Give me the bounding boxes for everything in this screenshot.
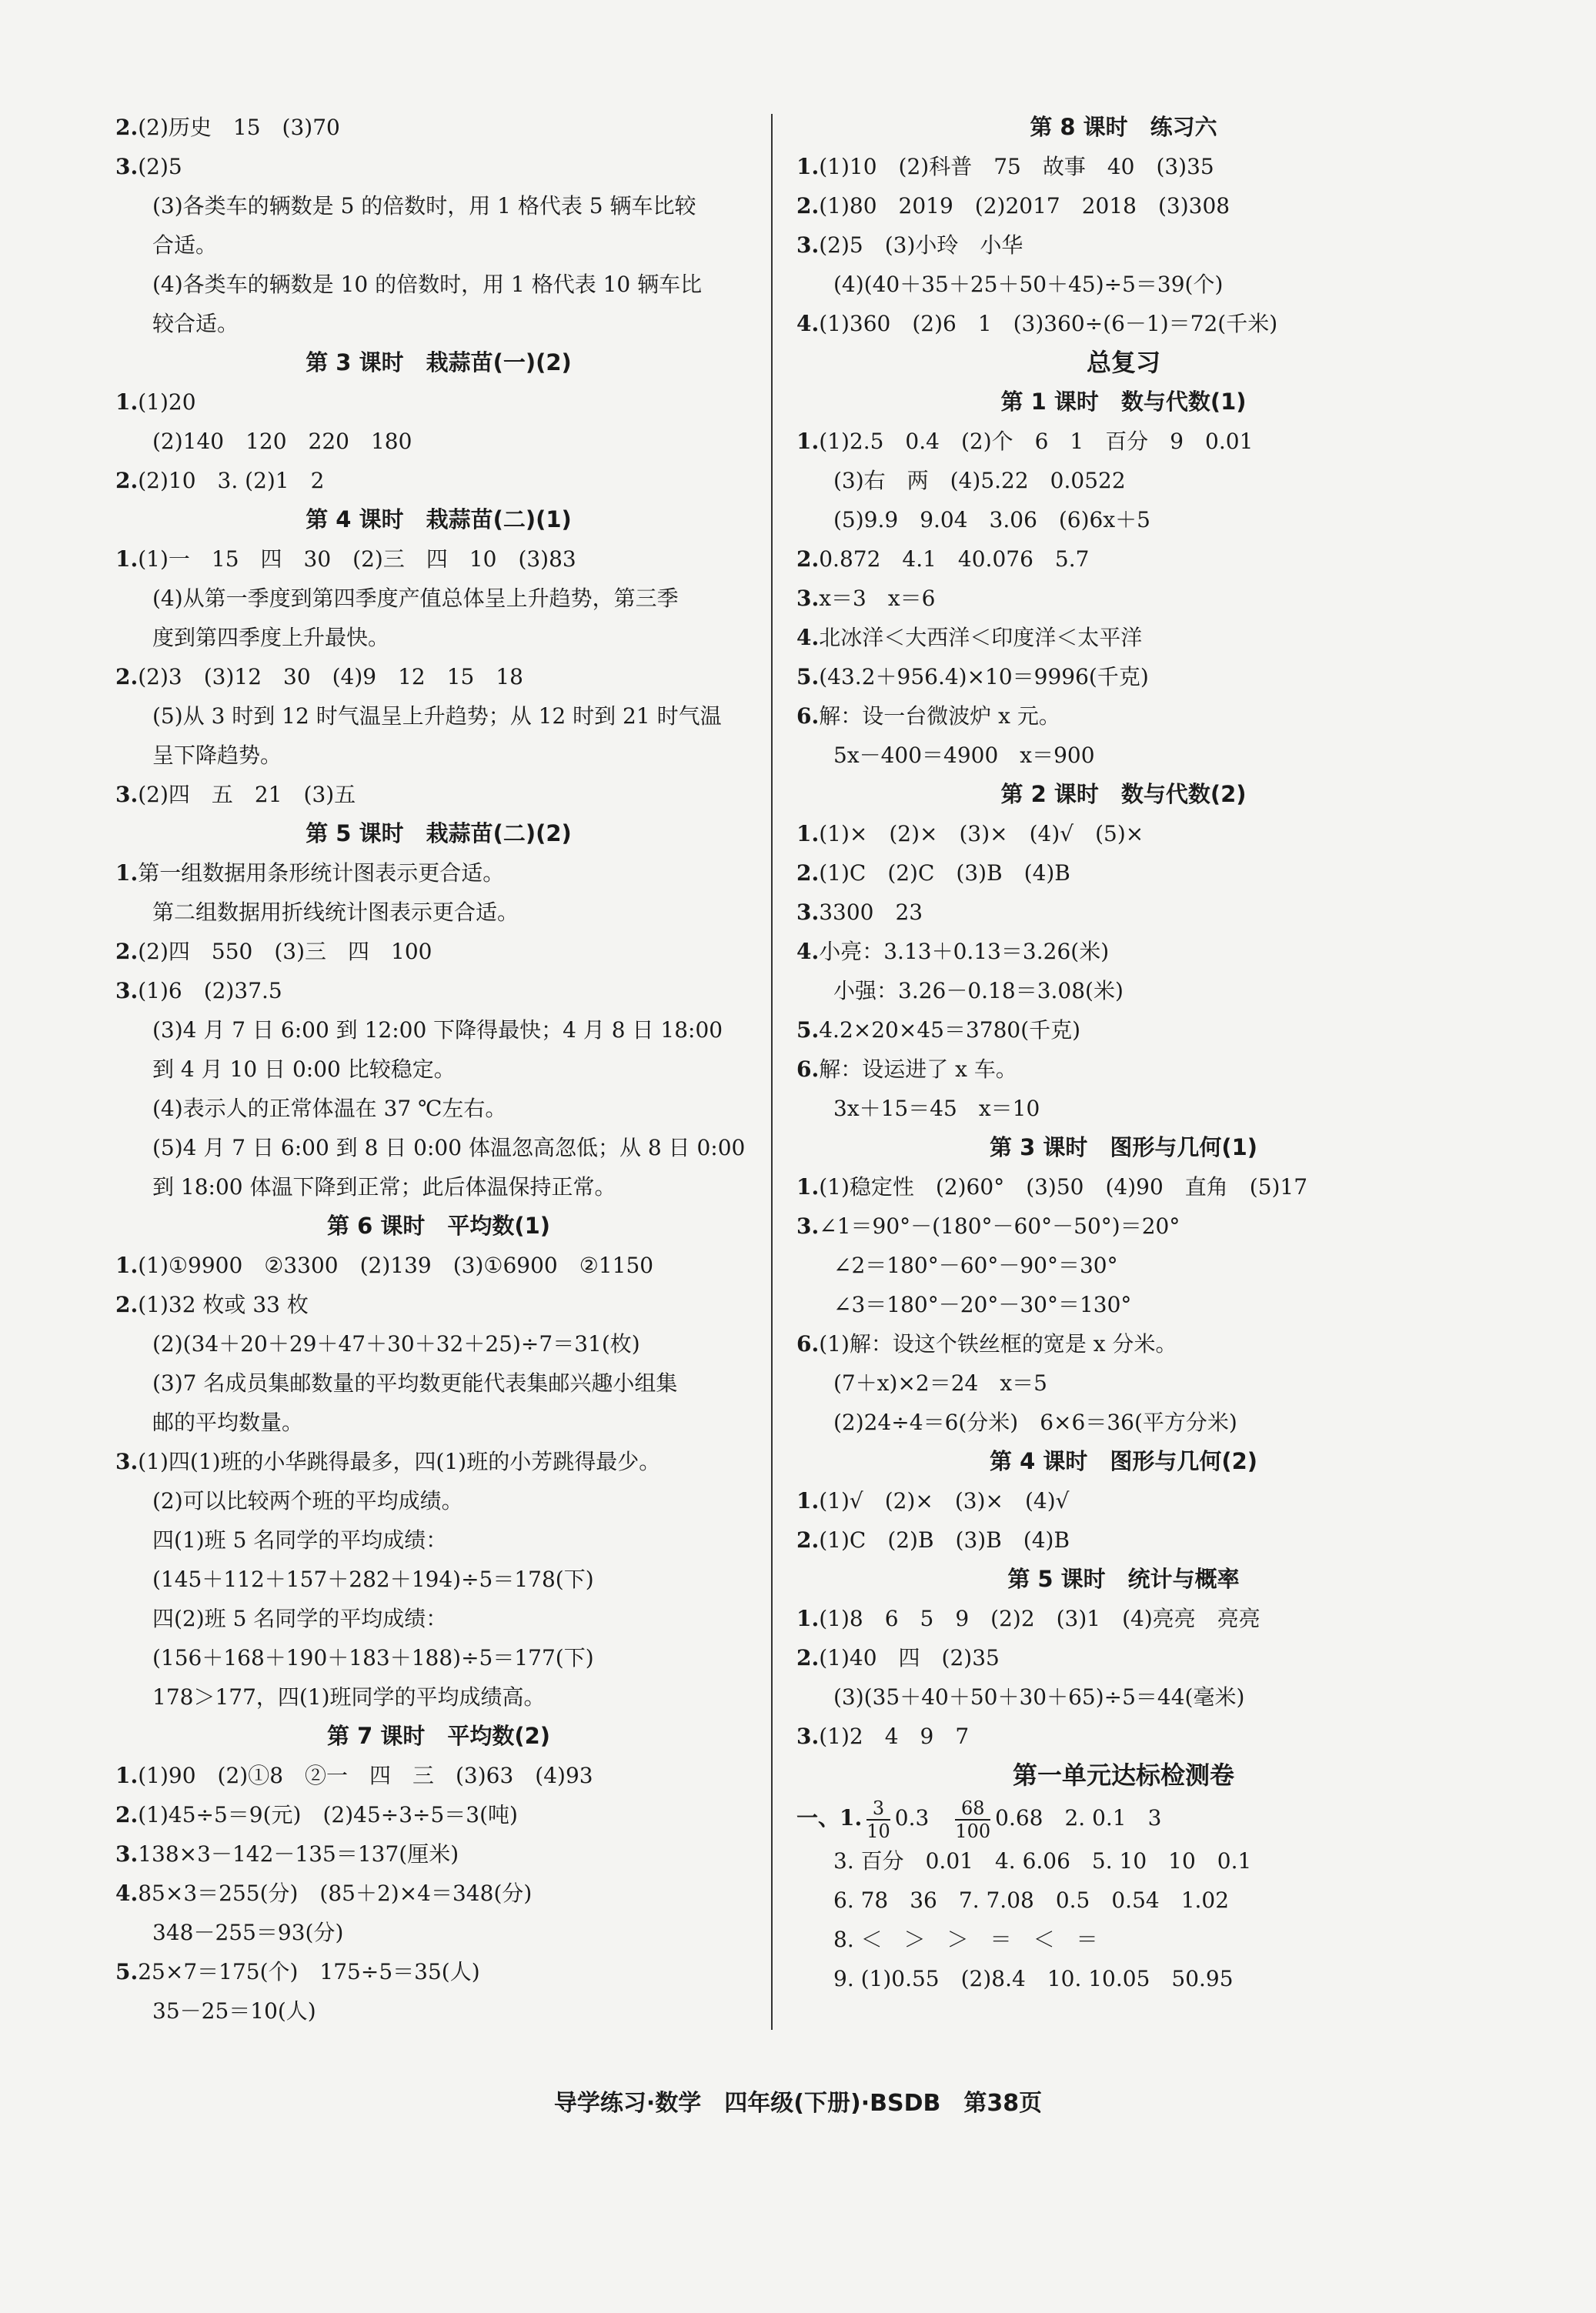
question-number: 2. [115,664,139,689]
answer-text: (1)8 6 5 9 (2)2 (3)1 (4)亮亮 亮亮 [819,1606,1260,1631]
answer-text: 解：设一台微波炉 x 元。 [819,703,1060,729]
answer-line: (7＋x)×2＝24 x＝5 [833,1370,1047,1396]
question-number: 3. [115,154,139,179]
answer-line [115,1285,762,1324]
answer-line [796,186,1451,225]
question-number: 2. [115,1292,139,1317]
right-column [796,108,1451,1998]
question-number: 1. [115,546,139,572]
question-number: 3. [796,1213,820,1239]
answer-text: x＝3 x＝6 [819,586,936,611]
answer-line: ∠3＝180°－20°－30°＝130° [833,1292,1132,1317]
answer-text: (1)32 枚或 33 枚 [138,1292,309,1317]
answer-line [796,1481,1451,1520]
answer-line [115,1246,762,1285]
question-number: 5. [796,664,820,689]
answer-line [796,1599,1451,1638]
answer-line [796,657,1451,696]
answer-line [115,853,762,893]
section-heading: 第 4 课时 栽蒜苗(二)(1) [306,506,572,532]
section-heading: 第 6 课时 平均数(1) [326,1213,551,1239]
section-heading: 第一单元达标检测卷 [1012,1761,1234,1790]
answer-line: 3x＋15＝45 x＝10 [833,1096,1040,1121]
section-heading: 第 3 课时 栽蒜苗(一)(2) [306,349,572,375]
answer-line: 四(1)班 5 名同学的平均成绩： [152,1527,448,1553]
answer-line: (5)4 月 7 日 6:00 到 8 日 0:00 体温忽高忽低；从 8 日 0:00 [152,1135,746,1160]
question-number: 6. [796,1056,820,1082]
answer-line [115,1756,762,1795]
answer-text: 0.872 4.1 40.076 5.7 [819,546,1090,572]
answer-text: (2)四 五 21 (3)五 [138,782,356,807]
answer-line: 邮的平均数量。 [152,1410,304,1435]
answer-text: (1)解：设这个铁丝框的宽是 x 分米。 [819,1331,1177,1357]
answer-line: 较合适。 [152,311,239,336]
answer-line [115,461,762,500]
section-heading: 第 4 课时 图形与几何(2) [989,1448,1258,1474]
answer-line [115,775,762,814]
question-number: 2. [796,193,820,219]
section-heading: 总复习 [1086,348,1160,377]
section-heading: 第 3 课时 图形与几何(1) [989,1134,1258,1160]
answer-text: (1)360 (2)6 1 (3)360÷(6－1)＝72(千米) [819,311,1278,336]
answer-line [796,696,1451,736]
question-number: 4. [115,1881,139,1906]
question-number: 1. [796,1488,820,1514]
question-number: 1. [115,389,139,415]
answer-line [796,853,1451,893]
question-number: 2. [115,1802,139,1827]
question-number: 1. [796,154,820,179]
section-heading: 第 5 课时 栽蒜苗(二)(2) [306,820,572,846]
answer-line [796,539,1451,579]
numerator: 68 [955,1797,990,1821]
answer-line: 3. 百分 0.01 4. 6.06 5. 10 10 0.1 [833,1848,1252,1874]
answer-text: 0.68 2. 0.1 3 [995,1805,1162,1831]
answer-line: 8. ＜ ＞ ＞ ＝ ＜ ＝ [833,1927,1098,1952]
answer-line: 178＞177，四(1)班同学的平均成绩高。 [152,1684,546,1710]
answer-line: 5x－400＝4900 x＝900 [833,743,1095,768]
answer-text: (2)四 550 (3)三 四 100 [138,939,432,964]
question-number: 3. [115,978,139,1003]
answer-line [796,1324,1451,1363]
answer-line [796,1520,1451,1560]
question-number: 6. [796,1331,820,1357]
answer-line [115,971,762,1010]
answer-text: (1)C (2)C (3)B (4)B [819,860,1070,886]
answer-line: (4)各类车的辆数是 10 的倍数时，用 1 格代表 10 辆车比 [152,272,703,297]
answer-line: 6. 78 36 7. 7.08 0.5 0.54 1.02 [833,1887,1230,1913]
answer-line [796,618,1451,657]
question-number: 3. [115,1841,139,1867]
answer-line: 到 18:00 体温下降到正常；此后体温保持正常。 [152,1174,616,1200]
answer-line: (2)可以比较两个班的平均成绩。 [152,1488,463,1514]
question-number: 1. [115,860,139,886]
numerator: 3 [866,1797,890,1821]
column-divider [771,114,773,2030]
answer-line [115,147,762,186]
answer-line: (2)(34＋20＋29＋47＋30＋32＋25)÷7＝31(枚) [152,1331,640,1357]
answer-text: (1)10 (2)科普 75 故事 40 (3)35 [819,154,1214,179]
left-column [115,108,762,2031]
answer-line [115,539,762,579]
answer-text: (1)6 (2)37.5 [138,978,282,1003]
answer-line: (5)9.9 9.04 3.06 (6)6x＋5 [833,507,1150,532]
answer-line: 35－25＝10(人) [152,1998,316,2024]
answer-line: (3)4 月 7 日 6:00 到 12:00 下降得最快；4 月 8 日 18:00 [152,1017,723,1043]
fraction [866,1797,890,1842]
question-number: 4. [796,625,820,650]
answer-line: (3)(35＋40＋50＋30＋65)÷5＝44(毫米) [833,1684,1245,1710]
answer-text: (2)历史 15 (3)70 [138,115,340,140]
answer-line: 第二组数据用折线统计图表示更合适。 [152,900,519,925]
question-number: 5. [115,1959,139,1984]
answer-line [796,1717,1451,1756]
answer-line [115,932,762,971]
section-heading: 第 2 课时 数与代数(2) [1000,781,1247,807]
answer-text: (2)5 [138,154,182,179]
question-number: 3. [796,900,820,925]
answer-text: 85×3＝255(分) (85＋2)×4＝348(分) [138,1881,533,1906]
answer-line: 呈下降趋势。 [152,743,282,768]
question-number: 6. [796,703,820,729]
answer-text: 138×3－142－135＝137(厘米) [138,1841,459,1867]
answer-text: ∠1＝90°－(180°－60°－50°)＝20° [819,1213,1180,1239]
answer-text: (43.2＋956.4)×10＝9996(千克) [819,664,1149,689]
answer-text: 第一组数据用条形统计图表示更合适。 [138,860,505,886]
question-number: 1. [115,1763,139,1788]
answer-text: (1)√ (2)× (3)× (4)√ [819,1488,1070,1514]
answer-line [115,1952,762,1991]
section-heading: 第 7 课时 平均数(2) [326,1723,551,1749]
answer-line: (2)24÷4＝6(分米) 6×6＝36(平方分米) [833,1410,1237,1435]
answer-line [796,304,1451,343]
answer-line: (3)右 两 (4)5.22 0.0522 [833,468,1126,493]
answer-line: 度到第四季度上升最快。 [152,625,390,650]
answer-text: (1)2.5 0.4 (2)个 6 1 百分 9 0.01 [819,429,1254,454]
answer-text: (1)40 四 (2)35 [819,1645,1000,1670]
question-number: 2. [796,1645,820,1670]
answer-line [796,1638,1451,1677]
question-number: 一、1. [796,1805,863,1831]
question-number: 3. [115,782,139,807]
answer-text: 0.3 [894,1805,951,1831]
answer-line [796,579,1451,618]
fraction [955,1797,990,1842]
answer-line: ∠2＝180°－60°－90°＝30° [833,1253,1118,1278]
section-heading: 第 8 课时 练习六 [1030,114,1217,140]
answer-text: (2)3 (3)12 30 (4)9 12 15 18 [138,664,523,689]
answer-text: (1)× (2)× (3)× (4)√ (5)× [819,821,1144,846]
answer-text: (1)四(1)班的小华跳得最多，四(1)班的小芳跳得最少。 [138,1449,661,1474]
answer-line: (145＋112＋157＋282＋194)÷5＝178(下) [152,1567,594,1592]
answer-line: 348－255＝93(分) [152,1920,344,1945]
answer-line: 小强：3.26－0.18＝3.08(米) [833,978,1124,1003]
answer-text: (2)10 3. (2)1 2 [138,468,325,493]
question-number: 1. [796,821,820,846]
denominator: 100 [955,1820,991,1842]
answer-line: 到 4 月 10 日 0:00 比较稳定。 [152,1056,456,1082]
answer-line [796,1010,1451,1050]
answer-line: 四(2)班 5 名同学的平均成绩： [152,1606,448,1631]
question-number: 2. [115,939,139,964]
question-number: 5. [796,1017,820,1043]
answer-line: (3)各类车的辆数是 5 的倍数时，用 1 格代表 5 辆车比较 [152,193,696,219]
answer-line [796,932,1451,971]
question-number: 2. [115,115,139,140]
answer-line [115,1834,762,1874]
question-number: 1. [796,429,820,454]
answer-text: 北冰洋＜大西洋＜印度洋＜太平洋 [819,625,1143,650]
answer-text: (1)20 [138,389,196,415]
section-heading: 第 1 课时 数与代数(1) [1000,389,1247,415]
question-number: 3. [796,1724,820,1749]
answer-line [115,108,762,147]
answer-line [796,225,1451,265]
denominator: 10 [866,1820,890,1842]
answer-line: 9. (1)0.55 (2)8.4 10. 10.05 50.95 [833,1966,1234,1991]
answer-line [796,1050,1451,1089]
answer-text: (1)80 2019 (2)2017 2018 (3)308 [819,193,1230,219]
answer-text: (2)5 (3)小玲 小华 [819,232,1023,258]
answer-line: (156＋168＋190＋183＋188)÷5＝177(下) [152,1645,594,1670]
answer-text: (1)90 (2)①8 ②一 四 三 (3)63 (4)93 [138,1763,593,1788]
answer-line [796,1795,1451,1841]
answer-text: 解：设运进了 x 车。 [819,1056,1017,1082]
question-number: 2. [115,468,139,493]
page-footer: 导学练习·数学 四年级(下册)·BSDB 第38页 [553,2090,1043,2117]
answer-text: 小亮：3.13＋0.13＝3.26(米) [819,939,1110,964]
question-number: 3. [115,1449,139,1474]
answer-line: (2)140 120 220 180 [152,429,412,454]
answer-line [796,893,1451,932]
answer-line: (4)(40＋35＋25＋50＋45)÷5＝39(个) [833,272,1224,297]
answer-text: (1)稳定性 (2)60° (3)50 (4)90 直角 (5)17 [819,1174,1308,1200]
answer-text: (1)①9900 ②3300 (2)139 (3)①6900 ②1150 [138,1253,654,1278]
answer-text: (1)一 15 四 30 (2)三 四 10 (3)83 [138,546,576,572]
question-number: 1. [796,1174,820,1200]
question-number: 2. [796,860,820,886]
answer-text: (1)C (2)B (3)B (4)B [819,1527,1070,1553]
question-number: 3. [796,586,820,611]
answer-line [115,1795,762,1834]
question-number: 4. [796,939,820,964]
answer-line [796,1207,1451,1246]
answer-text: (1)2 4 9 7 [819,1724,970,1749]
answer-line [796,422,1451,461]
answer-text: (1)45÷5＝9(元) (2)45÷3÷5＝3(吨) [138,1802,518,1827]
question-number: 4. [796,311,820,336]
question-number: 1. [796,1606,820,1631]
section-heading: 第 5 课时 统计与概率 [1007,1566,1240,1592]
answer-line [796,1167,1451,1207]
answer-text: 4.2×20×45＝3780(千克) [819,1017,1081,1043]
answer-line [115,1442,762,1481]
question-number: 1. [115,1253,139,1278]
answer-line [115,382,762,422]
answer-line: (3)7 名成员集邮数量的平均数更能代表集邮兴趣小组集 [152,1370,678,1396]
answer-line [796,814,1451,853]
answer-line [796,147,1451,186]
answer-line [115,657,762,696]
answer-line: 合适。 [152,232,218,258]
answer-line: (5)从 3 时到 12 时气温呈上升趋势；从 12 时到 21 时气温 [152,703,722,729]
question-number: 3. [796,232,820,258]
answer-line [115,1874,762,1913]
answer-text: 3300 23 [819,900,923,925]
question-number: 2. [796,546,820,572]
answer-text: 25×7＝175(个) 175÷5＝35(人) [138,1959,480,1984]
answer-line: (4)从第一季度到第四季度产值总体呈上升趋势，第三季 [152,586,679,611]
answer-line: (4)表示人的正常体温在 37 ℃左右。 [152,1096,507,1121]
question-number: 2. [796,1527,820,1553]
